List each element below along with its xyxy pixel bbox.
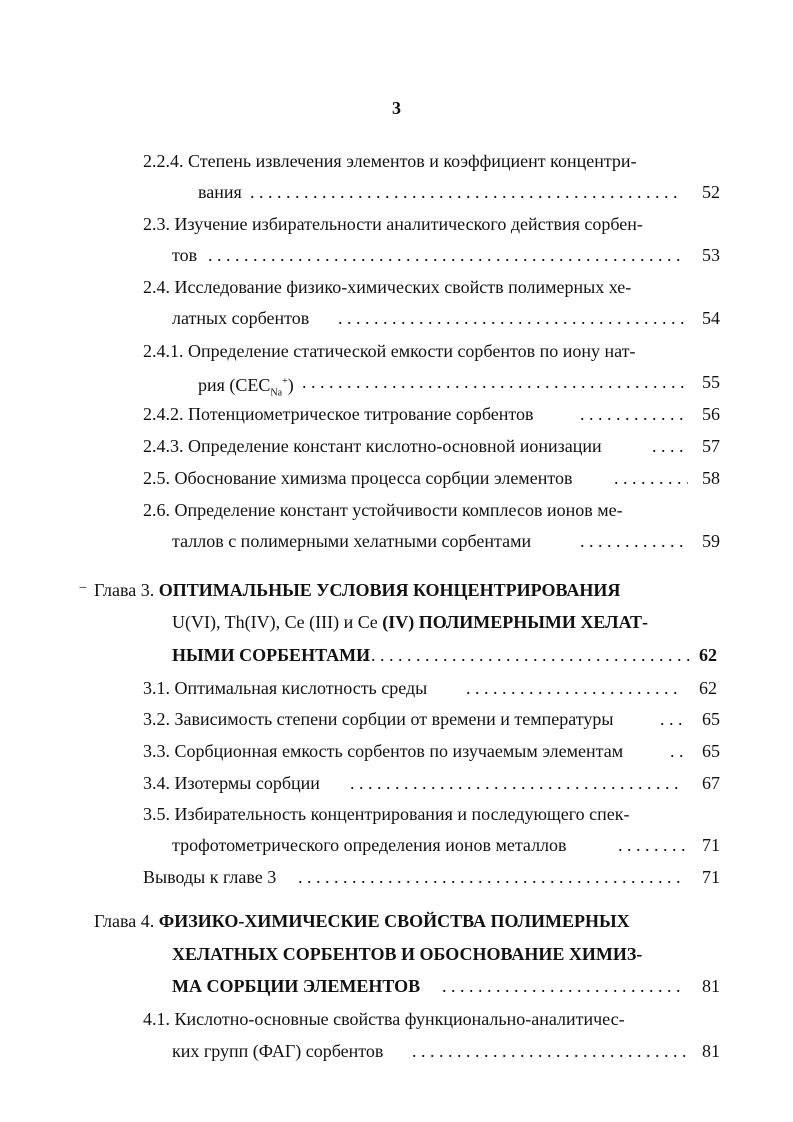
toc-entry-text: рия (СЕС bbox=[198, 375, 271, 395]
toc-entry-3-2: 3.2. Зависимость степени сорбции от времени и температуры bbox=[143, 709, 614, 729]
toc-page-number: 81 bbox=[702, 1041, 720, 1061]
chapter-title: U(VI), Th(IV), Ce (III) и Ce bbox=[172, 612, 383, 632]
toc-page-number: 56 bbox=[702, 404, 720, 424]
toc-leader-dots bbox=[362, 644, 690, 668]
toc-leader-dots bbox=[298, 866, 682, 890]
toc-page-number: 59 bbox=[702, 531, 720, 551]
chapter-4-heading-line1 bbox=[94, 910, 630, 934]
toc-page-number: 71 bbox=[702, 867, 720, 887]
toc-leader-dots bbox=[618, 834, 686, 858]
toc-leader-dots bbox=[580, 530, 688, 554]
chapter-3-heading-line2 bbox=[172, 611, 648, 635]
chapter-label: Глава 4. bbox=[94, 911, 159, 931]
toc-page-number: 52 bbox=[702, 182, 720, 202]
toc-leader-dots bbox=[580, 403, 688, 427]
toc-leader-dots bbox=[302, 371, 688, 395]
toc-entry-text: ) bbox=[287, 375, 294, 395]
toc-leader-dots bbox=[442, 975, 686, 999]
subscript-na: Na bbox=[270, 387, 283, 399]
chapter-title: (IV) ПОЛИМЕРНЫМИ ХЕЛАТ- bbox=[382, 612, 648, 632]
chapter-title bbox=[94, 911, 630, 931]
chapter-3-heading-line3: НЫМИ СОРБЕНТАМИ bbox=[172, 645, 371, 665]
toc-entry-3-4: 3.4. Изотермы сорбции bbox=[143, 773, 320, 793]
toc-entry-conclusions-3: Выводы к главе 3 bbox=[143, 867, 277, 887]
chapter-3-heading-line1 bbox=[94, 579, 620, 603]
toc-leader-dots bbox=[250, 181, 682, 205]
toc-entry-2-4-3: 2.4.3. Определение констант кислотно-основной ионизации bbox=[143, 436, 602, 456]
toc-entry-3-5-line1: 3.5. Избирательность концентрирования и последующего спек- bbox=[143, 804, 630, 824]
toc-entry-3-1: 3.1. Оптимальная кислотность среды bbox=[143, 678, 428, 698]
toc-entry-2-4-1-line2 bbox=[198, 371, 294, 399]
toc-page-number: 62 bbox=[699, 678, 717, 698]
toc-page-number: 53 bbox=[702, 245, 720, 265]
toc-leader-dots bbox=[412, 1040, 686, 1064]
chapter-4-heading-line3: МА СОРБЦИИ ЭЛЕМЕНТОВ bbox=[172, 976, 421, 996]
stray-mark: ‾ bbox=[80, 585, 86, 605]
toc-entry-3-3: 3.3. Сорбционная емкость сорбентов по изучаемым элементам bbox=[143, 741, 624, 761]
toc-entry-2-2-4-line2: вания bbox=[198, 182, 242, 202]
toc-entry-2-4-1-line1: 2.4.1. Определение статической емкости сорбентов по иону нат- bbox=[143, 341, 636, 361]
toc-entry-2-4-line1: 2.4. Исследование физико-химических свойств полимерных хе- bbox=[143, 277, 632, 297]
toc-entry-4-1-line2: ких групп (ФАГ) сорбентов bbox=[172, 1041, 384, 1061]
toc-leader-dots bbox=[614, 467, 688, 491]
toc-page-number: 58 bbox=[702, 468, 720, 488]
toc-leader-dots bbox=[338, 307, 688, 331]
page-number: 3 bbox=[392, 98, 401, 118]
toc-entry-2-3-line1: 2.3. Изучение избирательности аналитического действия сорбен- bbox=[143, 214, 643, 234]
toc-page-number: 71 bbox=[702, 835, 720, 855]
toc-page-number: 67 bbox=[702, 773, 720, 793]
toc-page-number: 57 bbox=[702, 436, 720, 456]
toc-leader-dots bbox=[660, 708, 682, 732]
toc-entry-2-6-line2: таллов с полимерными хелатными сорбентами bbox=[172, 531, 532, 551]
toc-page-number: 62 bbox=[699, 645, 717, 665]
toc-page-number: 65 bbox=[702, 741, 720, 761]
chapter-4-heading-line2: ХЕЛАТНЫХ СОРБЕНТОВ И ОБОСНОВАНИЕ ХИМИЗ- bbox=[172, 944, 643, 964]
toc-leader-dots bbox=[466, 677, 680, 701]
chapter-title: ОПТИМАЛЬНЫЕ УСЛОВИЯ КОНЦЕНТРИРОВАНИЯ bbox=[158, 580, 621, 600]
toc-page-number: 65 bbox=[702, 709, 720, 729]
toc-leader-dots bbox=[208, 244, 682, 268]
chapter-title: ФИЗИКО-ХИМИЧЕСКИЕ СВОЙСТВА ПОЛИМЕРНЫХ bbox=[158, 911, 630, 931]
chapter-label: Глава 3. bbox=[94, 580, 159, 600]
toc-entry-3-5-line2: трофотометрического определения ионов металлов bbox=[172, 835, 567, 855]
superscript-plus: + bbox=[282, 376, 288, 387]
toc-entry-4-1-line1: 4.1. Кислотно-основные свойства функционально-аналитичес- bbox=[143, 1009, 625, 1029]
toc-page-number: 54 bbox=[702, 308, 720, 328]
toc-page-number: 55 bbox=[702, 372, 720, 392]
toc-entry-2-5: 2.5. Обоснование химизма процесса сорбции элементов bbox=[143, 468, 573, 488]
toc-leader-dots bbox=[350, 772, 682, 796]
toc-entry-2-4-2: 2.4.2. Потенциометрическое титрование сорбентов bbox=[143, 404, 534, 424]
toc-entry-2-3-line2: тов bbox=[172, 245, 198, 265]
toc-entry-2-6-line1: 2.6. Определение констант устойчивости комплесов ионов ме- bbox=[143, 500, 623, 520]
toc-entry-2-2-4-line1: 2.2.4. Степень извлечения элементов и коэффициент концентри- bbox=[143, 151, 637, 171]
toc-page-number: 81 bbox=[702, 976, 720, 996]
toc-entry-2-4-line2: латных сорбентов bbox=[172, 308, 310, 328]
